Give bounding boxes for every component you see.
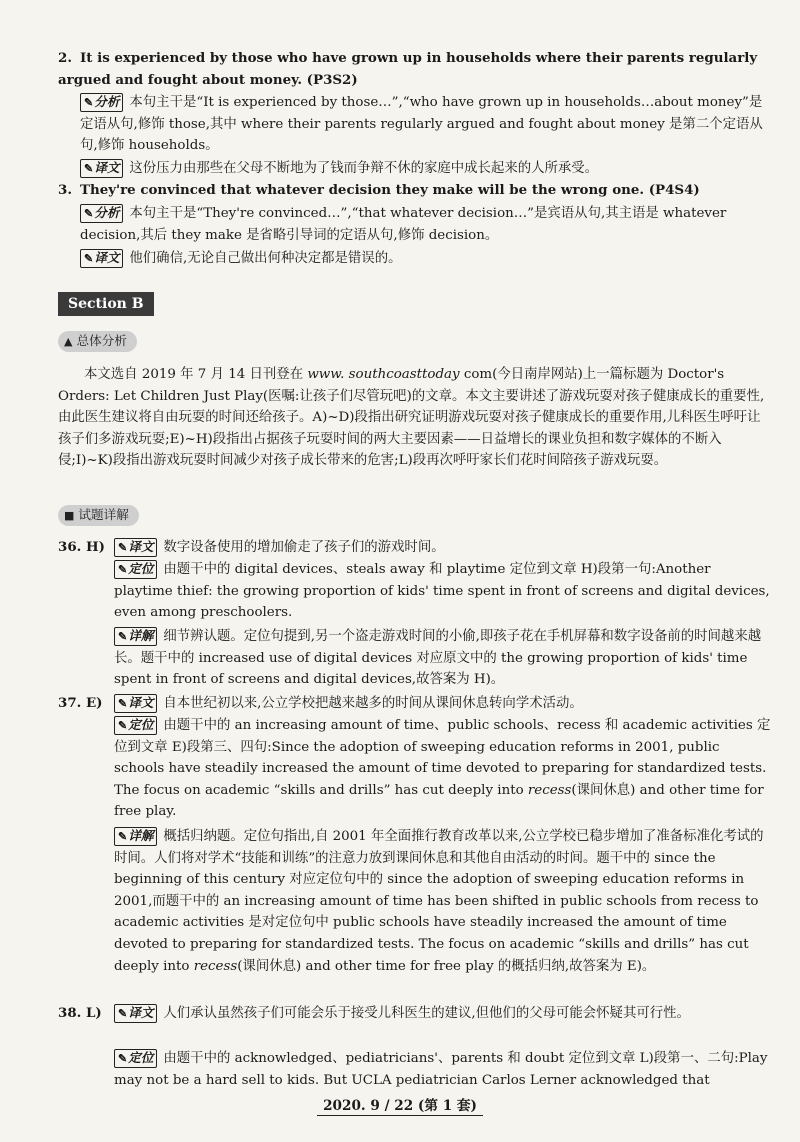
locate-tag — [114, 560, 157, 579]
item-number: 2. — [58, 50, 72, 66]
item-number: 3. — [58, 182, 72, 198]
pen-icon: ✎ — [118, 830, 128, 843]
locate-37 — [114, 715, 772, 823]
book-icon: ■ — [64, 509, 75, 522]
tag-label: 详解 — [128, 628, 154, 643]
answer-number: 37. E) — [58, 695, 103, 711]
detail-text: (课间休息) and other time for free play 的概括归纳,故答案为 E)。 — [237, 958, 656, 974]
translation-text: 数字设备使用的增加偷走了孩子们的游戏时间。 — [163, 540, 445, 555]
website-name: www. southcoasttoday — [307, 367, 460, 382]
translation-text: 自本世纪初以来,公立学校把越来越多的时间从课间休息转向学术活动。 — [163, 696, 583, 711]
translation-tag — [114, 1004, 157, 1023]
analysis-3 — [80, 203, 772, 246]
badge-label: 试题详解 — [78, 507, 129, 522]
pen-icon: ✎ — [84, 96, 94, 109]
badge-label: 总体分析 — [76, 333, 127, 348]
tag-label: 译文 — [94, 160, 120, 175]
pen-icon: ✎ — [84, 207, 94, 220]
pen-icon: ✎ — [118, 719, 128, 732]
translation-tag — [80, 249, 123, 268]
translation-text: 人们承认虽然孩子们可能会乐于接受儿科医生的建议,但他们的父母可能会怀疑其可行性。 — [163, 1006, 690, 1021]
answer-number: 36. H) — [58, 539, 105, 555]
footer-text: 2020. 9 / 22 (第 1 套) — [317, 1098, 483, 1116]
locate-36 — [114, 559, 772, 624]
detail-text: 概括归纳题。定位句指出,自 2001 年全面推行教育改革以来,公立学校已稳步增加了准备标准化考试的时间。人们将对学术“技能和训练”的注意力放到课间休息和其他自由活动的时间。题干中的 since the beginning of this century 对应定位句中的 since the adoption of sweeping education reforms in 2001,而题干中的 an increasing amount of time has been shifted in public schools from recess to academic activities 是对定位句中 public schools have steadily increased the amount of time devoted to preparing for standardized tests. The focus on academic “skills and drills” has cut deeply into — [114, 829, 764, 974]
sentence-text: It is experienced by those who have grown up in households where their parents regularly argued and fought about money. (P3S2) — [58, 50, 758, 88]
triangle-icon: ▲ — [64, 335, 73, 348]
question-37 — [58, 693, 772, 715]
pen-icon: ✎ — [84, 252, 94, 265]
analysis-text: 本句主干是“They're convinced…”,“that whatever decision…”是宾语从句,其主语是 whatever decision,其后 they make 是省略引导词的定语从句,修饰 decision。 — [80, 206, 727, 243]
tag-label: 定位 — [128, 1050, 154, 1065]
locate-text: 由题干中的 an increasing amount of time、public schools、recess 和 academic activities 定位到文章 E)段第三、四句:Since the adoption of sweeping education reforms in 2001, public schools have steadily increased the amount of time devoted to preparing for standardized tests. The focus on academic “skills and drills” has cut deeply into — [114, 718, 771, 798]
tag-label: 定位 — [128, 561, 154, 576]
question-36 — [58, 537, 772, 559]
analysis-2 — [80, 92, 772, 157]
locate-text: 由题干中的 digital devices、steals away 和 playtime 定位到文章 H)段第一句:Another playtime thief: the growing proportion of kids' time spent in front of screens and digital devices, even among preschoolers. — [114, 562, 770, 621]
translation-text: 他们确信,无论自己做出何种决定都是错误的。 — [129, 251, 402, 266]
detail-text: 细节辨认题。定位句提到,另一个盗走游戏时间的小偷,即孩子花在手机屏幕和数字设备前的时间越来越长。题干中的 increased use of digital devices 对应原文中的 the growing proportion of kids' time spent in front of screens and digital devices,故答案为 H)。 — [114, 629, 762, 688]
tag-label: 译文 — [94, 250, 120, 265]
translation-2 — [80, 158, 772, 180]
detail-37 — [114, 826, 772, 977]
tag-label: 分析 — [94, 94, 120, 109]
tag-label: 定位 — [128, 717, 154, 732]
pen-icon: ✎ — [118, 630, 128, 643]
question-38 — [58, 1003, 772, 1025]
detail-36 — [114, 626, 772, 691]
analysis-tag — [80, 204, 123, 223]
analysis-text: 本句主干是“It is experienced by those…”,“who have grown up in households…about money”是定语从句,修饰 those,其中 where their parents regularly argued and fought about money 是第二个定语从句,修饰 households。 — [80, 95, 763, 154]
sentence-3 — [58, 180, 772, 202]
overview-text: com(今日南岸网站)上一篇标题为 Doctor's Orders: Let Children Just Play(医嘱:让孩子们尽管玩吧)的文章。本文主要讲述了游戏玩耍对孩子健康成长的重要性,由此医生建议将自由玩耍的时间还给孩子。A)~D)段指出研究证明游戏玩耍对孩子健康成长的重要作用,儿科医生呼吁让孩子们多游戏玩耍;E)~H)段指出占据孩子玩耍时间的两大主要因素——日益增长的课业负担和数字媒体的不断入侵;I)~K)段指出游戏玩耍时间减少对孩子成长带来的危害;L)段再次呼吁家长们花时间陪孩子游戏玩耍。 — [58, 367, 765, 469]
translation-tag — [114, 538, 157, 557]
pen-icon: ✎ — [118, 1007, 128, 1020]
detail-badge — [58, 505, 139, 526]
overview-badge — [58, 331, 137, 352]
tag-label: 译文 — [128, 1005, 154, 1020]
locate-text: (课间休息) and other time for free play. — [114, 782, 764, 820]
sentence-2 — [58, 48, 772, 91]
detail-tag — [114, 627, 157, 646]
detail-italic: recess — [193, 958, 238, 974]
overview-text: 本文选自 2019 年 7 月 14 日刊登在 — [84, 367, 308, 382]
locate-38 — [114, 1048, 772, 1091]
tag-label: 详解 — [128, 828, 154, 843]
overview-paragraph — [58, 364, 772, 472]
pen-icon: ✎ — [118, 697, 128, 710]
tag-label: 译文 — [128, 539, 154, 554]
sentence-text: They're convinced that whatever decision they make will be the wrong one. (P4S4) — [80, 182, 700, 198]
locate-italic: recess — [527, 782, 572, 798]
pen-icon: ✎ — [118, 1052, 128, 1065]
locate-tag — [114, 1049, 157, 1068]
page-footer — [0, 1096, 800, 1118]
section-heading: Section B — [58, 292, 154, 316]
translation-3 — [80, 248, 772, 270]
analysis-tag — [80, 93, 123, 112]
translation-tag — [114, 694, 157, 713]
detail-tag — [114, 827, 157, 846]
tag-label: 译文 — [128, 695, 154, 710]
translation-text: 这份压力由那些在父母不断地为了钱而争辩不休的家庭中成长起来的人所承受。 — [129, 161, 599, 176]
pen-icon: ✎ — [118, 541, 128, 554]
pen-icon: ✎ — [84, 162, 94, 175]
translation-tag — [80, 159, 123, 178]
answer-number: 38. L) — [58, 1005, 102, 1021]
locate-tag — [114, 716, 157, 735]
locate-text: 由题干中的 acknowledged、pediatricians'、parents 和 doubt 定位到文章 L)段第一、二句:Play may not be a hard sell to kids. But UCLA pediatrician Carlos Lerner acknowledged that — [114, 1051, 768, 1088]
tag-label: 分析 — [94, 205, 120, 220]
pen-icon: ✎ — [118, 563, 128, 576]
